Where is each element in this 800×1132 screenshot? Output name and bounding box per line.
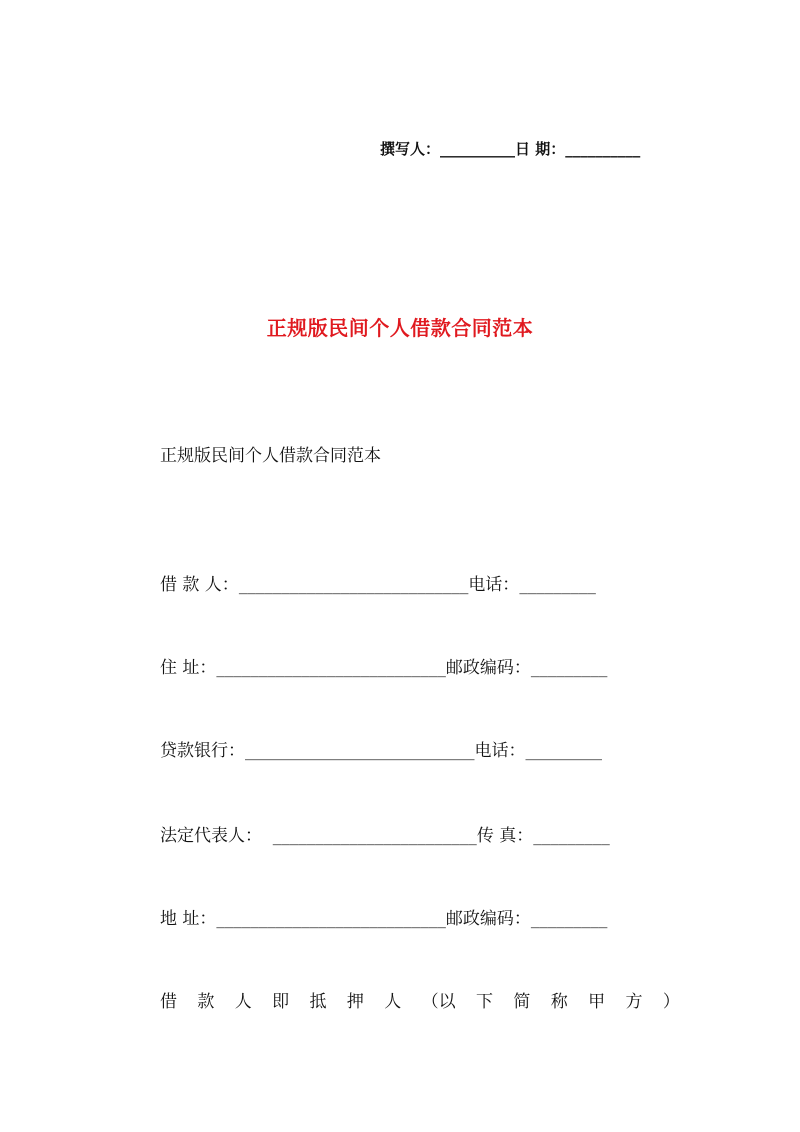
text-char: 甲	[588, 992, 606, 1012]
field-legal-representative	[160, 821, 610, 846]
text-char: 即	[272, 992, 290, 1012]
date-label: 日 期：	[515, 140, 566, 158]
field-label-2: 电话：	[474, 741, 526, 761]
author-blank: __________	[440, 140, 516, 158]
field-bank-address	[160, 904, 607, 929]
field-lending-bank	[160, 736, 602, 761]
field-blank: ________________________	[262, 826, 477, 846]
text-char: 押	[346, 992, 364, 1012]
field-blank-2: _________	[530, 909, 608, 929]
text-char: 下	[476, 992, 493, 1012]
field-blank-2: _________	[525, 741, 602, 761]
text-char: 人	[384, 992, 402, 1012]
field-blank-2: _________	[530, 658, 608, 678]
field-blank: ___________________________	[245, 741, 475, 761]
field-borrower	[160, 570, 596, 595]
text-char: （以	[421, 992, 456, 1012]
text-char: ）	[662, 992, 680, 1012]
field-label: 贷款银行：	[160, 741, 245, 761]
text-char: 方	[625, 992, 643, 1012]
document-title: 正规版民间个人借款合同范本	[266, 316, 534, 340]
field-address	[160, 653, 607, 678]
field-label-2: 邮政编码：	[445, 658, 531, 678]
field-label: 地 址：	[160, 909, 217, 929]
field-blank-2: _________	[519, 575, 596, 595]
field-label-2: 邮政编码：	[445, 909, 531, 929]
text-char: 借	[160, 992, 177, 1012]
text-char: 款	[197, 992, 215, 1012]
author-date-line	[380, 138, 640, 159]
author-label: 撰写人：	[380, 140, 441, 158]
field-label: 借 款 人：	[160, 575, 239, 595]
field-blank: ___________________________	[238, 575, 469, 595]
field-blank: ___________________________	[216, 909, 446, 929]
field-label-2: 传 真：	[476, 826, 534, 846]
text-char: 简	[513, 992, 531, 1012]
date-blank: __________	[565, 140, 641, 158]
text-char: 抵	[309, 992, 327, 1012]
field-label: 住 址：	[160, 658, 217, 678]
field-blank: ___________________________	[216, 658, 446, 678]
text-char: 称	[550, 992, 568, 1012]
field-label-2: 电话：	[468, 575, 520, 595]
field-label: 法定代表人：	[160, 826, 262, 846]
document-subtitle: 正规版民间个人借款合同范本	[160, 446, 381, 466]
field-blank-2: _________	[533, 826, 610, 846]
text-char: 人	[234, 992, 252, 1012]
party-a-line	[160, 987, 680, 1012]
